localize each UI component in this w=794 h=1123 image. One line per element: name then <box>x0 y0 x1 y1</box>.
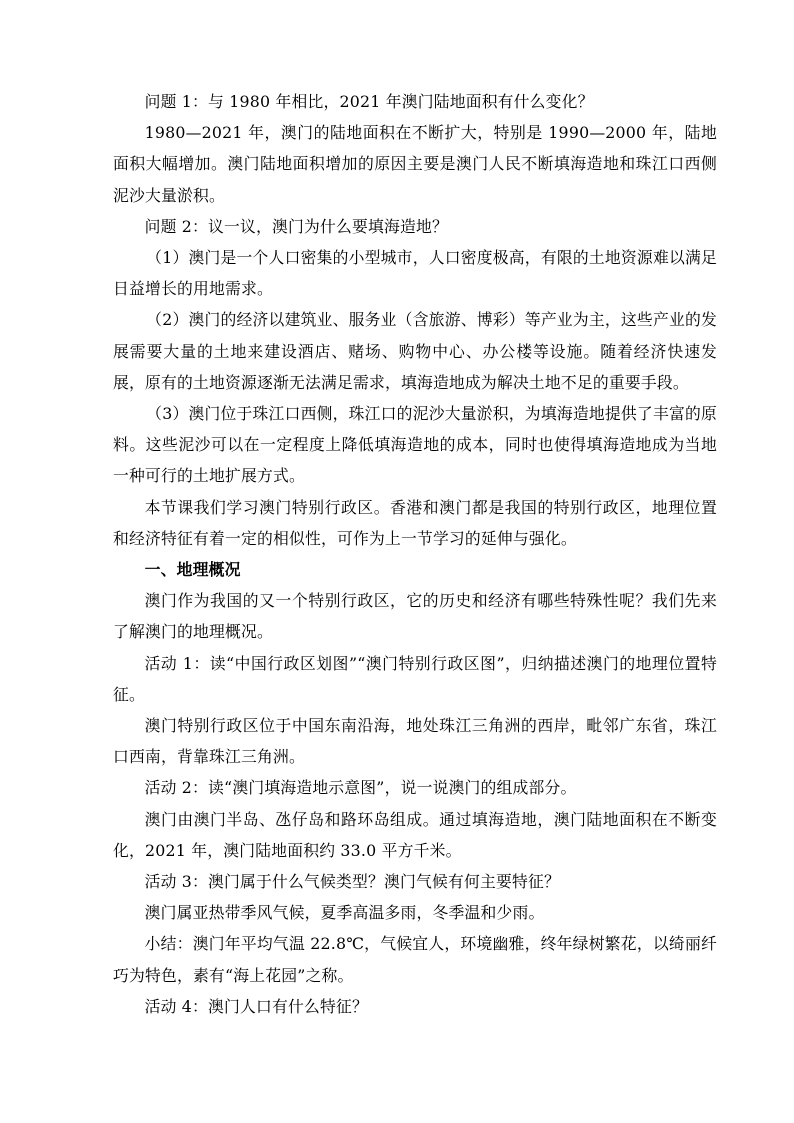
document-body <box>113 86 717 1022</box>
activity-1-answer: 澳门特别行政区位于中国东南沿海，地处珠江三角洲的西岸，毗邻广东省，珠江口西南，背靠珠江三角洲。 <box>113 716 717 767</box>
question-2: 问题 2：议一议，澳门为什么要填海造地？ <box>144 216 449 236</box>
reason-1: （1）澳门是一个人口密集的小型城市，人口密度极高，有限的土地资源难以满足日益增长的用地需求。 <box>113 248 717 299</box>
activity-3-answer: 澳门属亚热带季风气候，夏季高温多雨，冬季温和少雨。 <box>144 903 545 923</box>
section-intro: 澳门作为我国的又一个特别行政区，它的历史和经济有哪些特殊性呢？我们先来了解澳门的地理概况。 <box>113 591 717 642</box>
activity-3: 活动 3：澳门属于什么气候类型？澳门气候有何主要特征？ <box>144 872 560 892</box>
reason-2: （2）澳门的经济以建筑业、服务业（含旅游、博彩）等产业为主，这些产业的发展需要大量的土地来建设酒店、赌场、购物中心、办公楼等设施。随着经济快速发展，原有的土地资源逐渐无法满足需求，填海造地成为解决土地不足的重要手段。 <box>113 310 717 392</box>
activity-4: 活动 4：澳门人口有什么特征？ <box>144 996 369 1016</box>
activity-1: 活动 1：读“中国行政区划图”“澳门特别行政区图”，归纳描述澳门的地理位置特征。 <box>113 653 717 704</box>
summary: 小结：澳门年平均气温 22.8℃，气候宜人，环境幽雅，终年绿树繁花，以绮丽纤巧为特色，素有“海上花园”之称。 <box>113 934 717 985</box>
section-heading-geography: 一、地理概况 <box>144 560 241 580</box>
activity-2: 活动 2：读“澳门填海造地示意图”，说一说澳门的组成部分。 <box>144 778 577 798</box>
question-1: 问题 1：与 1980 年相比，2021 年澳门陆地面积有什么变化？ <box>144 92 594 111</box>
lesson-intro: 本节课我们学习澳门特别行政区。香港和澳门都是我国的特别行政区，地理位置和经济特征有着一定的相似性，可作为上一节学习的延伸与强化。 <box>113 497 717 548</box>
activity-2-answer: 澳门由澳门半岛、氹仔岛和路环岛组成。通过填海造地，澳门陆地面积在不断变化，2021 年，澳门陆地面积约 33.0 平方千米。 <box>113 809 717 860</box>
reason-3: （3）澳门位于珠江口西侧，珠江口的泥沙大量淤积，为填海造地提供了丰富的原料。这些泥沙可以在一定程度上降低填海造地的成本，同时也使得填海造地成为当地一种可行的土地扩展方式。 <box>113 404 717 486</box>
answer-1: 1980—2021 年，澳门的陆地面积在不断扩大，特别是 1990—2000 年，陆地面积大幅增加。澳门陆地面积增加的原因主要是澳门人民不断填海造地和珠江口西侧泥沙大量淤积。 <box>113 123 717 205</box>
